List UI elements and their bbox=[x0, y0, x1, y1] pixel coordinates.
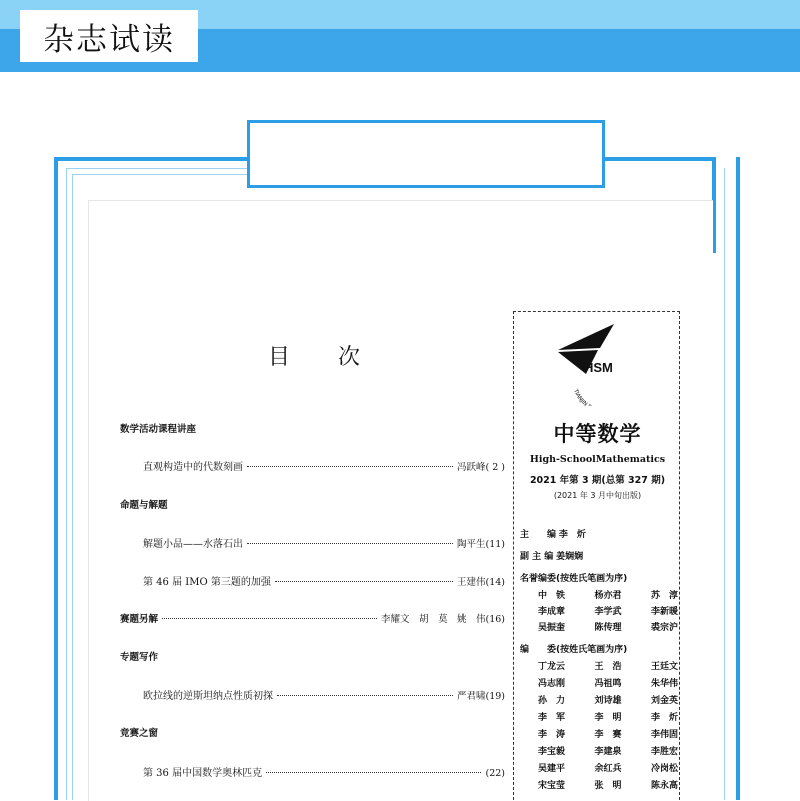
logo-text: HSM bbox=[584, 360, 613, 375]
toc-entry-author: 王建伟 bbox=[456, 577, 486, 588]
toc-entry[interactable] bbox=[143, 687, 505, 702]
member-name: 李成章 bbox=[538, 607, 566, 617]
toc-entry-page: (14) bbox=[485, 577, 505, 588]
masthead-role: 副 主 编 bbox=[520, 552, 554, 562]
toc-entry-author: 严君啸 bbox=[456, 691, 486, 702]
toc-section-heading: 数学活动课程讲座 bbox=[120, 424, 197, 435]
toc-entry-page: (19) bbox=[485, 691, 505, 702]
editor-row bbox=[538, 693, 678, 706]
honorary-row bbox=[538, 588, 678, 601]
member-name: 苏 淳 bbox=[650, 591, 678, 601]
magazine-english-name: High-SchoolMathematics bbox=[529, 454, 666, 465]
toc-entry[interactable] bbox=[120, 611, 505, 625]
masthead-role: 主 编 bbox=[520, 530, 557, 540]
member-name: 李 军 bbox=[538, 713, 566, 723]
toc-entry-author: 陶平生 bbox=[456, 539, 486, 550]
toc-entry[interactable] bbox=[143, 458, 505, 473]
masthead-role: 名誉编委(按姓氏笔画为序) bbox=[520, 574, 628, 584]
member-name: 刘诗雄 bbox=[594, 696, 622, 706]
toc-section-heading: 专题写作 bbox=[120, 652, 159, 663]
masthead-row bbox=[520, 642, 680, 655]
member-name: 陈永高 bbox=[650, 781, 678, 791]
leader-dots bbox=[277, 695, 453, 696]
member-name: 余红兵 bbox=[594, 764, 622, 774]
frame-line-top-left bbox=[54, 157, 248, 161]
member-name: 王 浩 bbox=[594, 662, 622, 672]
toc-title: 目次 bbox=[268, 345, 409, 370]
member-name: 冯志刚 bbox=[538, 679, 566, 689]
logo-ring-text: TIANJIN. bbox=[572, 388, 590, 406]
member-name: 李 明 bbox=[594, 713, 622, 723]
hsm-logo bbox=[556, 320, 642, 406]
toc-entry-title: 第 46 届 IMO 第三题的加强 bbox=[143, 577, 271, 588]
toc-entry-page: (16) bbox=[485, 614, 505, 625]
hsm-logo-icon bbox=[556, 320, 642, 406]
toc-entry-page: (11) bbox=[485, 539, 505, 550]
member-name: 中 铁 bbox=[538, 591, 566, 601]
member-name: 宋宝莹 bbox=[538, 781, 566, 791]
member-name: 李新暖 bbox=[650, 607, 678, 617]
editor-row bbox=[538, 676, 678, 689]
toc-entry-title: 欧拉线的逆斯坦纳点性质初探 bbox=[143, 691, 273, 702]
editor-row bbox=[538, 659, 678, 672]
toc-section-heading: 竞赛之窗 bbox=[120, 728, 159, 739]
member-name: 丁龙云 bbox=[538, 662, 566, 672]
honorary-row bbox=[538, 604, 678, 617]
banner-label-box bbox=[20, 10, 198, 62]
svg-text:TIANJIN.P.R.C.1982 bbox=[572, 388, 616, 406]
honorary-row bbox=[538, 620, 678, 633]
toc-entry-page: (22) bbox=[485, 768, 505, 779]
frame-thin-top-left bbox=[66, 168, 248, 169]
toc-entry[interactable] bbox=[143, 764, 505, 779]
editor-row bbox=[538, 710, 678, 723]
toc-entry-author: 李耀文 胡 莫 姚 伟 bbox=[380, 614, 486, 625]
toc-entry[interactable] bbox=[143, 535, 505, 550]
member-name: 陈传理 bbox=[594, 623, 622, 633]
member-name: 王廷文 bbox=[650, 662, 678, 672]
frame-thin-left-2 bbox=[72, 174, 73, 800]
magazine-name: 中等数学 bbox=[553, 421, 642, 446]
member-name: 冷岗松 bbox=[650, 764, 678, 774]
member-name: 李胜宏 bbox=[650, 747, 678, 757]
top-banner bbox=[0, 0, 800, 72]
banner-label: 杂志试读 bbox=[43, 21, 175, 58]
masthead-row bbox=[520, 527, 680, 540]
member-name: 刘金英 bbox=[650, 696, 678, 706]
masthead-role: 编 委(按姓氏笔画为序) bbox=[520, 645, 628, 655]
editor-row bbox=[538, 744, 678, 757]
member-name: 张 明 bbox=[594, 781, 622, 791]
masthead-name: 李 炘 bbox=[558, 530, 586, 540]
leader-dots bbox=[162, 618, 377, 619]
frame-line-right bbox=[736, 157, 740, 800]
member-name: 孙 力 bbox=[538, 696, 566, 706]
member-name: 李宝毅 bbox=[538, 747, 566, 757]
member-name: 李 赛 bbox=[594, 730, 622, 740]
frame-thin-right bbox=[724, 168, 725, 800]
toc-entry-title: 赛题另解 bbox=[120, 614, 159, 625]
member-name: 裘宗沪 bbox=[650, 623, 678, 633]
member-name: 吴建平 bbox=[538, 764, 566, 774]
leader-dots bbox=[275, 581, 453, 582]
member-name: 李伟固 bbox=[650, 730, 678, 740]
member-name: 李 涛 bbox=[538, 730, 566, 740]
editor-row bbox=[538, 761, 678, 774]
toc-entry-title: 解题小品——水落石出 bbox=[143, 539, 243, 550]
member-name: 李学武 bbox=[594, 607, 622, 617]
leader-dots bbox=[247, 466, 453, 467]
toc-entry-page: ( 2 ) bbox=[485, 462, 505, 473]
leader-dots bbox=[266, 772, 481, 773]
member-name: 吴振奎 bbox=[538, 623, 566, 633]
frame-line-left bbox=[54, 157, 58, 800]
member-name: 朱华伟 bbox=[650, 679, 678, 689]
member-name: 杨亦君 bbox=[594, 591, 622, 601]
frame-line-top-right bbox=[604, 157, 716, 161]
masthead-row bbox=[520, 571, 680, 584]
masthead-name: 姜娴娴 bbox=[556, 552, 584, 562]
editor-row bbox=[538, 778, 678, 791]
member-name: 冯祖鸣 bbox=[594, 679, 622, 689]
editor-row bbox=[538, 727, 678, 740]
publish-date: (2021 年 3 月中旬出版) bbox=[553, 491, 642, 500]
masthead-panel bbox=[513, 311, 680, 800]
masthead-row bbox=[520, 549, 680, 562]
toc-entry-title: 第 36 届中国数学奥林匹克 bbox=[143, 768, 263, 779]
frame-thin-left bbox=[66, 168, 67, 800]
toc-entry-author: 冯跃峰 bbox=[456, 462, 486, 473]
toc-section-heading: 命题与解题 bbox=[120, 500, 168, 511]
member-name: 李建泉 bbox=[594, 747, 622, 757]
toc-entry-title: 直观构造中的代数刻画 bbox=[143, 462, 243, 473]
leader-dots bbox=[247, 543, 453, 544]
title-placeholder-box bbox=[247, 120, 605, 188]
member-name: 李 炘 bbox=[650, 713, 678, 723]
frame-thin-top-left-2 bbox=[72, 174, 248, 175]
toc-entry[interactable] bbox=[143, 573, 505, 588]
issue-number: 2021 年第 3 期(总第 327 期) bbox=[529, 475, 666, 486]
